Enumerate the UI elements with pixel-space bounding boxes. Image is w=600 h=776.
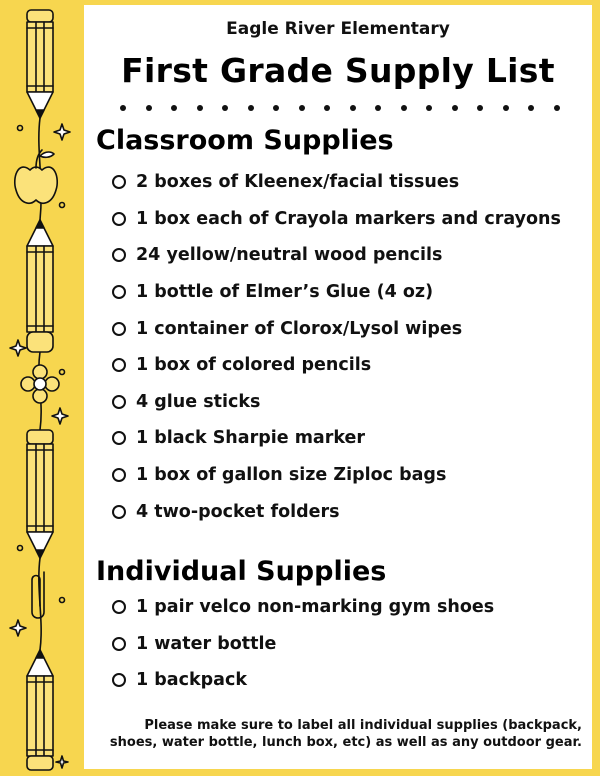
sparkle-icon — [54, 124, 70, 140]
list-item: 1 container of Clorox/Lysol wipes — [112, 310, 561, 347]
checkbox-circle-icon[interactable] — [112, 468, 126, 482]
list-item: 24 yellow/neutral wood pencils — [112, 237, 561, 274]
individual-supplies-heading: Individual Supplies — [96, 556, 387, 587]
sparkle-icon — [10, 340, 26, 356]
classroom-supplies-heading: Classroom Supplies — [96, 125, 394, 156]
side-doodle-border — [0, 0, 84, 776]
list-item: 2 boxes of Kleenex/facial tissues — [112, 164, 561, 201]
checkbox-circle-icon[interactable] — [112, 175, 126, 189]
checkbox-circle-icon[interactable] — [112, 673, 126, 687]
list-item: 1 pair velco non-marking gym shoes — [112, 589, 494, 626]
checkbox-circle-icon[interactable] — [112, 431, 126, 445]
supply-list-page — [84, 5, 592, 769]
dotted-divider — [120, 101, 560, 115]
classroom-supplies-list — [112, 164, 561, 530]
list-item: 1 backpack — [112, 662, 494, 699]
checkbox-circle-icon[interactable] — [112, 395, 126, 409]
page-title: First Grade Supply List — [121, 51, 555, 90]
list-item: 1 bottle of Elmer’s Glue (4 oz) — [112, 274, 561, 311]
sparkle-icon — [10, 620, 26, 636]
checkbox-circle-icon[interactable] — [112, 505, 126, 519]
labeling-note — [104, 717, 582, 751]
list-item: 1 water bottle — [112, 626, 494, 663]
apple-icon — [15, 150, 57, 203]
pencil-icon — [27, 430, 53, 558]
checkbox-circle-icon[interactable] — [112, 637, 126, 651]
sparkle-icon — [56, 756, 68, 768]
checkbox-circle-icon[interactable] — [112, 212, 126, 226]
checkbox-circle-icon[interactable] — [112, 600, 126, 614]
individual-supplies-list — [112, 589, 494, 699]
list-item: 1 box of colored pencils — [112, 347, 561, 384]
checkbox-circle-icon[interactable] — [112, 248, 126, 262]
sparkle-icon — [52, 408, 68, 424]
checkbox-circle-icon[interactable] — [112, 358, 126, 372]
pencil-icon — [27, 10, 53, 118]
checkbox-circle-icon[interactable] — [112, 285, 126, 299]
school-name: Eagle River Elementary — [226, 19, 450, 39]
labeling-note-line-2: shoes, water bottle, lunch box, etc) as well as any outdoor gear. — [109, 735, 582, 750]
list-item: 4 two-pocket folders — [112, 493, 561, 530]
labeling-note-line-1: Please make sure to label all individual supplies (backpack, — [144, 718, 582, 733]
list-item: 1 black Sharpie marker — [112, 420, 561, 457]
flower-icon — [21, 365, 59, 403]
list-item: 4 glue sticks — [112, 384, 561, 421]
list-item: 1 box each of Crayola markers and crayons — [112, 201, 561, 238]
checkbox-circle-icon[interactable] — [112, 322, 126, 336]
list-item: 1 box of gallon size Ziploc bags — [112, 457, 561, 494]
paperclip-icon — [32, 572, 44, 618]
pencil-icon — [27, 650, 53, 770]
pencil-icon — [27, 220, 53, 352]
